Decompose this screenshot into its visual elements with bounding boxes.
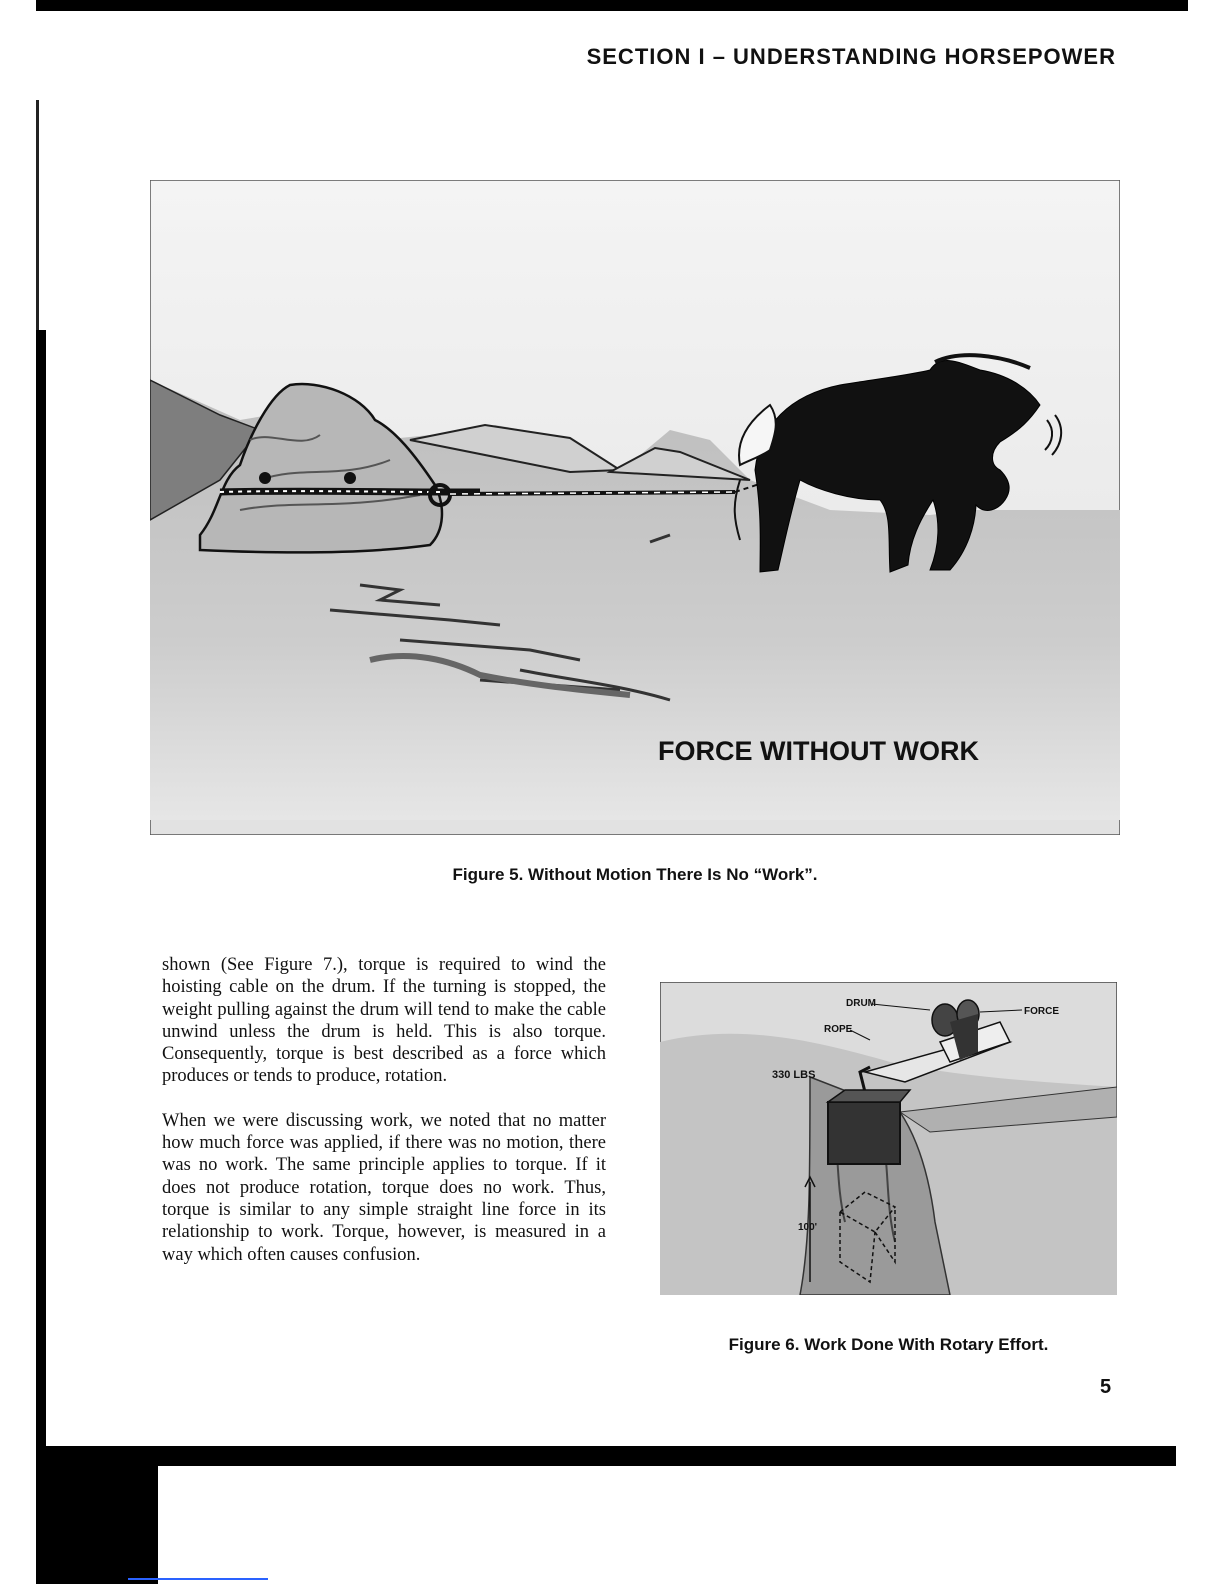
figure-5-illustration bbox=[150, 180, 1120, 835]
paragraph: shown (See Figure 7.), torque is required to wind the hoisting cable on the drum. If the turning is stopped, the weight pulling against the drum will tend to make the cable unwind unless the drum is held. This is also torque. Consequently, torque is best described as a force which produces or tends to produce, rotation. bbox=[162, 955, 606, 1087]
left-scan-edge bbox=[36, 330, 46, 1460]
rope-peg bbox=[259, 472, 271, 484]
top-border-bar bbox=[36, 0, 1188, 11]
drum-label: DRUM bbox=[846, 998, 876, 1009]
weight-label: 330 LBS bbox=[772, 1069, 816, 1081]
distance-label: 100' bbox=[798, 1222, 818, 1233]
section-header: SECTION I – UNDERSTANDING HORSEPOWER bbox=[586, 44, 1116, 69]
rope-peg bbox=[344, 472, 356, 484]
weight-block bbox=[828, 1102, 900, 1164]
rope-label: ROPE bbox=[824, 1024, 853, 1035]
paragraph: When we were discussing work, we noted that no matter how much force was applied, if there was no motion, there was no work. The same principle applies to torque. If it does not produce rotation, torque does no work. Thus, torque is similar to any simple straight line force in its relationship to work. Torque, however, is measured in a way which often causes confusion. bbox=[162, 1110, 606, 1265]
blue-scan-line bbox=[128, 1578, 268, 1580]
bottom-border-bar bbox=[36, 1446, 1176, 1466]
figure-5-label: FORCE WITHOUT WORK bbox=[658, 736, 979, 766]
bottom-scan-block bbox=[36, 1466, 158, 1584]
left-scan-edge-top bbox=[36, 100, 39, 330]
page-number: 5 bbox=[1100, 1376, 1112, 1398]
figure-6-illustration bbox=[660, 982, 1117, 1295]
body-text bbox=[162, 954, 606, 1288]
figure-5-caption: Figure 5. Without Motion There Is No “Work”. bbox=[452, 865, 818, 884]
figure-6-caption: Figure 6. Work Done With Rotary Effort. bbox=[728, 1335, 1049, 1354]
force-label: FORCE bbox=[1024, 1006, 1059, 1017]
